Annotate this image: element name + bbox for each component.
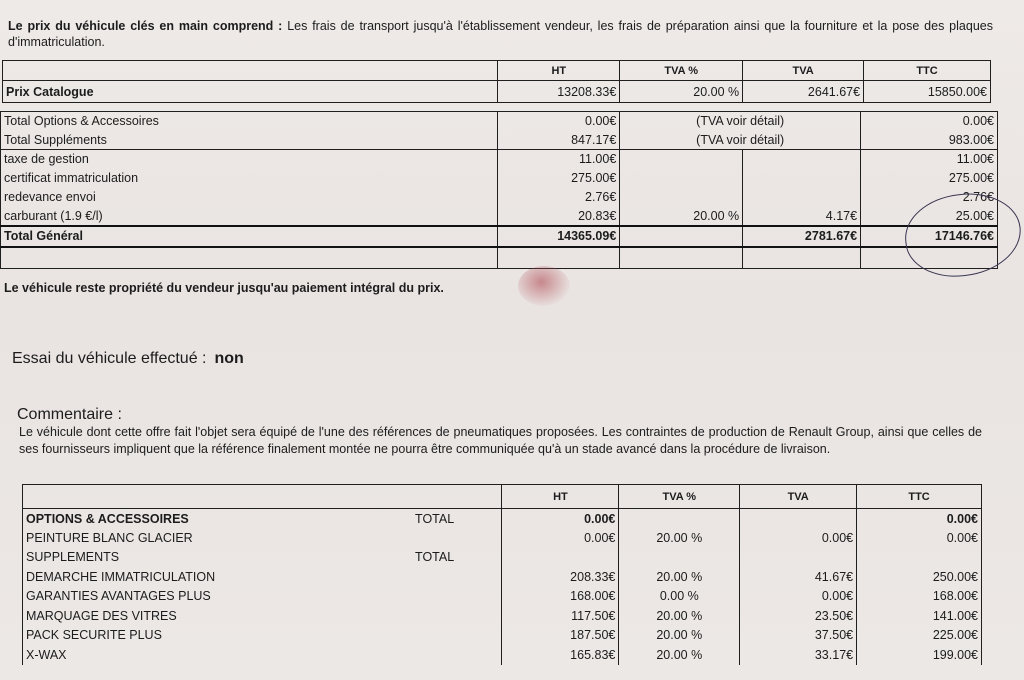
cell-ttc: 250.00€	[857, 567, 982, 587]
cell-tva: 0.00€	[740, 528, 857, 548]
price-catalogue-table	[2, 60, 991, 103]
table-row	[1, 207, 998, 226]
table-row	[23, 645, 982, 665]
row-label: carburant (1.9 €/l)	[1, 207, 498, 226]
header-tva-pct: TVA %	[620, 61, 743, 81]
cell-tva: 4.17€	[743, 207, 861, 226]
cell-ttc: 199.00€	[857, 645, 982, 665]
cell-tva: 2641.67€	[743, 81, 864, 103]
row-label: OPTIONS & ACCESSOIRES	[23, 509, 413, 529]
cell-tva: 37.50€	[740, 626, 857, 646]
cell-ht: 847.17€	[498, 131, 620, 150]
header-ht: HT	[498, 61, 620, 81]
table-row	[1, 131, 998, 150]
cell-tva	[743, 150, 861, 169]
cell-tva-pct	[619, 548, 740, 568]
row-label: PACK SECURITE PLUS	[23, 626, 413, 646]
cell-ht: 0.00€	[498, 112, 620, 131]
intro-paragraph	[8, 18, 993, 50]
row-label: MARQUAGE DES VITRES	[23, 606, 413, 626]
cell-ht: 2.76€	[498, 188, 620, 207]
cell-tva-pct	[620, 169, 743, 188]
cell-ttc: 168.00€	[857, 587, 982, 607]
row-total-label	[412, 528, 502, 548]
header-ttc: TTC	[857, 485, 982, 509]
table-row	[23, 587, 982, 607]
row-label: X-WAX	[23, 645, 413, 665]
row-label: taxe de gestion	[1, 150, 498, 169]
options-detail-table	[22, 484, 982, 665]
cell-ht	[502, 548, 619, 568]
cell-ttc: 0.00€	[857, 528, 982, 548]
row-label: Prix Catalogue	[3, 81, 498, 103]
totals-table	[0, 111, 998, 269]
cell-tva-pct: 20.00 %	[619, 567, 740, 587]
cell-ht: 187.50€	[502, 626, 619, 646]
table-row	[23, 528, 982, 548]
row-label: SUPPLEMENTS	[23, 548, 413, 568]
table-row	[1, 169, 998, 188]
table-row	[23, 606, 982, 626]
comment-text: Le véhicule dont cette offre fait l'objet sera équipé de l'une des références de pneumatiques proposées. Les contraintes de production de Renault Group, ainsi que celles de ses fournisseurs impliquent que la référence finalement montée ne pourra être communiquée qu'à un stade avancé dans la procédure de livraison.	[19, 425, 982, 456]
cell-ttc: 0.00€	[857, 509, 982, 529]
row-total-label	[412, 567, 502, 587]
cell-ht: 20.83€	[498, 207, 620, 226]
cell-ttc: 225.00€	[857, 626, 982, 646]
header-tva: TVA	[740, 485, 857, 509]
cell-tva	[740, 548, 857, 568]
cell-tva	[743, 188, 861, 207]
cell-ht: 11.00€	[498, 150, 620, 169]
row-total-label	[412, 626, 502, 646]
total-tva: 2781.67€	[743, 226, 861, 247]
cell-ttc: 983.00€	[861, 131, 998, 150]
cell-tva-pct: 20.00 %	[619, 645, 740, 665]
cell-tva-pct	[620, 150, 743, 169]
cell-ht: 13208.33€	[498, 81, 620, 103]
cell-ttc: 275.00€	[861, 169, 998, 188]
header-tva: TVA	[743, 61, 864, 81]
row-total-label	[412, 606, 502, 626]
cell-ttc: 25.00€	[861, 207, 998, 226]
cell-ht: 165.83€	[502, 645, 619, 665]
cell-tva: 33.17€	[740, 645, 857, 665]
ink-stain	[518, 266, 570, 306]
total-row	[1, 226, 998, 247]
cell-tva	[743, 169, 861, 188]
cell-tva: 23.50€	[740, 606, 857, 626]
cell-tva: 0.00€	[740, 587, 857, 607]
cell-ht: 168.00€	[502, 587, 619, 607]
header-ttc: TTC	[864, 61, 991, 81]
options-total-row	[23, 509, 982, 529]
cell-ht: 0.00€	[502, 528, 619, 548]
cell-tva-pct: 0.00 %	[619, 587, 740, 607]
cell-tva-pct: 20.00 %	[620, 81, 743, 103]
cell-tva: 41.67€	[740, 567, 857, 587]
row-total-label: TOTAL	[412, 548, 502, 568]
cell-ttc	[857, 548, 982, 568]
table-row	[23, 626, 982, 646]
total-ttc: 17146.76€	[861, 226, 998, 247]
header-ht: HT	[502, 485, 619, 509]
intro-lead: Le prix du véhicule clés en main comprend :	[8, 19, 283, 33]
cell-ht: 208.33€	[502, 567, 619, 587]
table-row	[1, 150, 998, 169]
table-row	[1, 188, 998, 207]
row-label: Total Options & Accessoires	[1, 112, 498, 131]
header-tva-pct: TVA %	[619, 485, 740, 509]
table-header-row	[3, 61, 991, 81]
cell-ht: 117.50€	[502, 606, 619, 626]
cell-tva-pct: 20.00 %	[619, 626, 740, 646]
cell-tva-pct: 20.00 %	[619, 528, 740, 548]
ownership-notice: Le véhicule reste propriété du vendeur jusqu'au paiement intégral du prix.	[4, 281, 444, 295]
intro-text: Les frais de transport jusqu'à l'établissement vendeur, les frais de préparation ainsi que la fourniture et la pose des plaques d'immatriculation.	[8, 19, 993, 49]
cell-tva-note: (TVA voir détail)	[620, 131, 861, 150]
cell-ttc: 15850.00€	[864, 81, 991, 103]
cell-tva-note: (TVA voir détail)	[620, 112, 861, 131]
row-total-label	[412, 587, 502, 607]
table-row	[23, 567, 982, 587]
test-drive-line	[12, 350, 244, 368]
row-total-label	[412, 645, 502, 665]
total-ht: 14365.09€	[498, 226, 620, 247]
cell-ttc: 0.00€	[861, 112, 998, 131]
test-drive-value: non	[214, 350, 244, 367]
table-row	[1, 112, 998, 131]
row-label: Total Suppléments	[1, 131, 498, 150]
cell-tva-pct	[620, 188, 743, 207]
cell-ttc: 141.00€	[857, 606, 982, 626]
test-drive-label: Essai du véhicule effectué :	[12, 350, 207, 367]
row-label: certificat immatriculation	[1, 169, 498, 188]
cell-ttc: 2.76€	[861, 188, 998, 207]
cell-ttc: 11.00€	[861, 150, 998, 169]
cell-tva-pct: 20.00 %	[619, 606, 740, 626]
table-header-row	[23, 485, 982, 509]
table-row	[23, 548, 982, 568]
row-label: DEMARCHE IMMATRICULATION	[23, 567, 413, 587]
cell-ht: 0.00€	[502, 509, 619, 529]
total-label: Total Général	[1, 226, 498, 247]
table-row	[3, 81, 991, 103]
row-total-label: TOTAL	[412, 509, 502, 529]
comment-title: Commentaire :	[17, 406, 122, 423]
total-tva-pct	[620, 226, 743, 247]
row-label: GARANTIES AVANTAGES PLUS	[23, 587, 413, 607]
row-label: redevance envoi	[1, 188, 498, 207]
cell-ht: 275.00€	[498, 169, 620, 188]
cell-tva-pct: 20.00 %	[620, 207, 743, 226]
empty-row	[1, 247, 998, 269]
row-label: PEINTURE BLANC GLACIER	[23, 528, 413, 548]
